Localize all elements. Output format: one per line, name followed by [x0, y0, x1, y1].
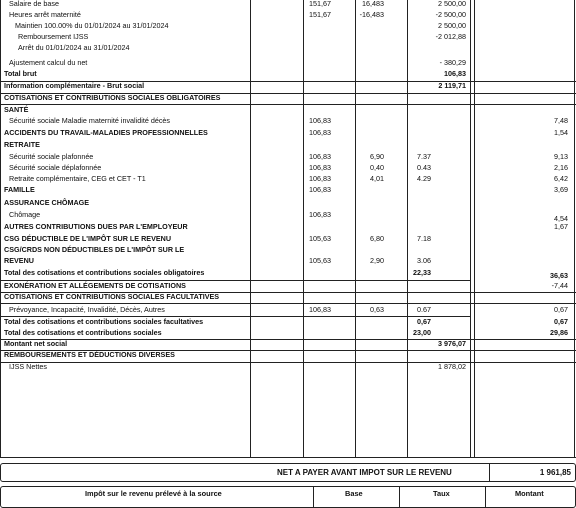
table-row	[0, 328, 574, 338]
row-label: Chômage	[9, 210, 41, 219]
row-label: ASSURANCE CHÔMAGE	[4, 198, 90, 207]
row-label: RETRAITE	[4, 140, 40, 149]
row-label: Remboursement IJSS	[18, 32, 89, 41]
row-employeur: 7,48	[554, 116, 568, 125]
row-label: EXONÉRATION ET ALLÉGEMENTS DE COTISATIONS	[4, 281, 186, 290]
row-label: Retraite complémentaire, CEG et CET - T1	[9, 174, 146, 183]
row-label: Total des cotisations et contributions sociales facultatives	[4, 317, 204, 326]
row-taux: 0,63	[370, 305, 384, 314]
table-row	[0, 210, 574, 223]
row-employeur: 0,67	[554, 317, 568, 326]
row-taux: 2,90	[370, 256, 384, 265]
section-header	[0, 292, 574, 302]
row-label: Heures arrêt maternité	[9, 10, 81, 19]
table-row	[0, 0, 574, 9]
table-row	[0, 256, 574, 266]
row-base: 151,67	[309, 0, 331, 8]
row-montant: 22,33	[413, 268, 431, 277]
table-row	[0, 69, 574, 79]
net-a-payer-box	[0, 463, 576, 482]
table-row	[0, 163, 574, 173]
table-row	[0, 10, 574, 20]
row-label: IJSS Nettes	[9, 362, 47, 371]
table-row	[0, 245, 574, 255]
row-gain: 2 500,00	[438, 0, 466, 8]
row-montant: 0.43	[417, 163, 431, 172]
table-row	[0, 362, 574, 372]
table-row	[0, 81, 574, 91]
row-base: 105,63	[309, 234, 331, 243]
section-header	[0, 350, 574, 360]
row-label: Montant net social	[4, 339, 68, 348]
row-base: 106,83	[309, 185, 331, 194]
impot-base-header: Base	[345, 489, 363, 498]
row-label: Arrêt du 01/01/2024 au 31/01/2024	[18, 43, 130, 52]
row-montant: 4.29	[417, 174, 431, 183]
row-employeur: 9,13	[554, 152, 568, 161]
table-row	[0, 152, 574, 162]
row-employeur: 36,63	[550, 271, 568, 280]
row-label: Total brut	[4, 69, 37, 78]
section-title: COTISATIONS ET CONTRIBUTIONS SOCIALES FACULTATIVES	[4, 292, 220, 301]
table-row	[0, 339, 574, 349]
impot-montant-header: Montant	[515, 489, 544, 498]
table-row	[0, 317, 574, 327]
row-base: 106,83	[309, 305, 331, 314]
row-base: 105,63	[309, 256, 331, 265]
row-montant: 23,00	[413, 328, 431, 337]
row-label: AUTRES CONTRIBUTIONS DUES PAR L'EMPLOYEUR	[4, 222, 188, 231]
row-employeur: 1,54	[554, 128, 568, 137]
table-row	[0, 105, 574, 115]
row-taux: 6,90	[370, 152, 384, 161]
table-row	[0, 185, 574, 195]
row-gain: 2 119,71	[438, 81, 466, 90]
row-label: Total des cotisations et contributions sociales	[4, 328, 162, 337]
column-border	[574, 0, 575, 457]
table-row	[0, 21, 574, 31]
section-title: REMBOURSEMENTS ET DÉDUCTIONS DIVERSES	[4, 350, 175, 359]
row-label: Sécurité sociale plafonnée	[9, 152, 94, 161]
row-base: 106,83	[309, 128, 331, 137]
row-base: 106,83	[309, 174, 331, 183]
row-label: Ajustement calcul du net	[9, 58, 88, 67]
row-gain: 106,83	[444, 69, 466, 78]
row-gain: 3 976,07	[438, 339, 466, 348]
row-label: FAMILLE	[4, 185, 35, 194]
row-employeur: 2,16	[554, 163, 568, 172]
row-montant: 0.67	[417, 305, 431, 314]
row-label: ACCIDENTS DU TRAVAIL-MALADIES PROFESSIONNELLES	[4, 128, 208, 137]
table-row	[0, 58, 574, 68]
row-base: 151,67	[309, 10, 331, 19]
row-base: 106,83	[309, 163, 331, 172]
row-label: Salaire de base	[9, 0, 59, 8]
table-row	[0, 305, 574, 315]
row-employeur: -7,44	[551, 281, 568, 290]
table-bottom	[0, 457, 576, 458]
row-montant: 7.18	[417, 234, 431, 243]
net-separator	[489, 464, 490, 481]
row-taux: 4,01	[370, 174, 384, 183]
row-label: REVENU	[4, 256, 34, 265]
table-row	[0, 116, 574, 126]
row-label: Sécurité sociale Maladie maternité invalidité décès	[9, 116, 171, 125]
impot-separator	[313, 487, 314, 507]
section-header	[0, 93, 574, 103]
row-employeur: 0,67	[554, 305, 568, 314]
table-row	[0, 174, 574, 184]
row-base: 106,83	[309, 152, 331, 161]
row-montant: 0,67	[417, 317, 431, 326]
table-row	[0, 281, 574, 291]
net-a-payer-label: NET A PAYER AVANT IMPOT SUR LE REVENU	[277, 468, 452, 477]
row-taux: 16,483	[362, 0, 384, 8]
table-row	[0, 128, 574, 138]
row-employeur: 3,69	[554, 185, 568, 194]
row-montant: 7.37	[417, 152, 431, 161]
row-gain: - 380,29	[439, 58, 466, 67]
table-row	[0, 43, 574, 53]
impot-taux-header: Taux	[433, 489, 450, 498]
row-montant: 3.06	[417, 256, 431, 265]
row-gain: 2 500,00	[438, 21, 466, 30]
row-employeur: 29,86	[550, 328, 568, 337]
table-row	[0, 222, 574, 232]
row-taux: -16,483	[359, 10, 384, 19]
row-label: Sécurité sociale déplafonnée	[9, 163, 102, 172]
net-a-payer-value: 1 961,85	[539, 468, 571, 477]
row-taux: 0,40	[370, 163, 384, 172]
impot-separator	[399, 487, 400, 507]
table-row	[0, 268, 574, 278]
table-row	[0, 32, 574, 42]
row-gain: -2 500,00	[435, 10, 466, 19]
table-row	[0, 234, 574, 244]
section-title: COTISATIONS ET CONTRIBUTIONS SOCIALES OBLIGATOIRES	[4, 93, 221, 102]
impot-header	[0, 486, 576, 508]
row-base: 106,83	[309, 210, 331, 219]
row-label: CSG DÉDUCTIBLE DE L'IMPÔT SUR LE REVENU	[4, 234, 172, 243]
impot-separator	[485, 487, 486, 507]
row-label: Prévoyance, Incapacité, Invalidité, Décès, Autres	[9, 305, 165, 314]
row-divider	[0, 303, 576, 304]
table-row	[0, 198, 574, 208]
row-label: Information complémentaire - Brut social	[4, 81, 145, 90]
row-gain: 1 878,02	[438, 362, 466, 371]
row-label: Maintien 100.00% du 01/01/2024 au 31/01/2024	[15, 21, 169, 30]
row-base: 106,83	[309, 116, 331, 125]
row-taux: 6,80	[370, 234, 384, 243]
row-employeur: 4,54	[554, 214, 568, 223]
row-label: Total des cotisations et contributions sociales obligatoires	[4, 268, 205, 277]
row-label: CSG/CRDS NON DÉDUCTIBLES DE L'IMPÔT SUR LE	[4, 245, 185, 254]
impot-label: Impôt sur le revenu prélevé à la source	[85, 489, 222, 498]
row-gain: -2 012,88	[435, 32, 466, 41]
row-employeur: 6,42	[554, 174, 568, 183]
row-employeur: 1,67	[554, 222, 568, 231]
row-label: SANTÉ	[4, 105, 29, 114]
table-row	[0, 140, 574, 150]
